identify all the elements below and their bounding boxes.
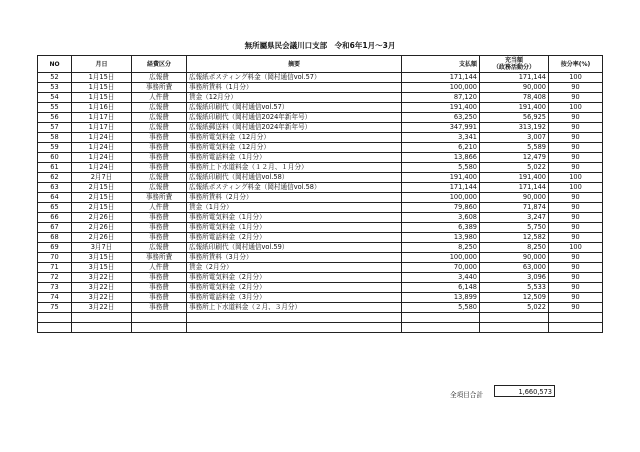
blank-cell (132, 313, 187, 323)
header-no: NO (38, 56, 72, 73)
cell-payment: 3,341 (402, 133, 480, 143)
cell-no: 69 (38, 243, 72, 253)
cell-no: 59 (38, 143, 72, 153)
cell-rate: 90 (549, 203, 603, 213)
cell-rate: 90 (549, 253, 603, 263)
cell-payment: 171,144 (402, 73, 480, 83)
cell-summary: 事務所電気料金（2月分） (187, 273, 402, 283)
table-row (38, 173, 603, 183)
cell-summary: 事務所電気料金（1月分） (187, 213, 402, 223)
cell-date: 3月22日 (72, 303, 132, 313)
cell-category: 広報費 (132, 173, 187, 183)
cell-summary: 事務所上下水道料金（２月、３月分） (187, 303, 402, 313)
cell-allocated: 5,750 (480, 223, 549, 233)
cell-date: 1月24日 (72, 153, 132, 163)
cell-summary: 事務所電話料金（2月分） (187, 233, 402, 243)
cell-rate: 90 (549, 303, 603, 313)
cell-rate: 100 (549, 73, 603, 83)
cell-summary: 事務所電話料金（1月分） (187, 153, 402, 163)
cell-no: 65 (38, 203, 72, 213)
blank-cell (72, 313, 132, 323)
cell-no: 57 (38, 123, 72, 133)
cell-payment: 70,000 (402, 263, 480, 273)
cell-summary: 事務所賃料（3月分） (187, 253, 402, 263)
cell-allocated: 171,144 (480, 183, 549, 193)
cell-allocated: 3,007 (480, 133, 549, 143)
cell-rate: 90 (549, 93, 603, 103)
cell-date: 1月15日 (72, 83, 132, 93)
cell-payment: 8,250 (402, 243, 480, 253)
table-row (38, 203, 603, 213)
cell-rate: 90 (549, 223, 603, 233)
cell-summary: 広報紙郵送料（岡村通信2024年新年号） (187, 123, 402, 133)
cell-no: 61 (38, 163, 72, 173)
cell-date: 3月22日 (72, 293, 132, 303)
cell-rate: 90 (549, 133, 603, 143)
cell-date: 1月24日 (72, 133, 132, 143)
cell-rate: 100 (549, 183, 603, 193)
cell-rate: 90 (549, 283, 603, 293)
table-row (38, 233, 603, 243)
cell-category: 事務費 (132, 273, 187, 283)
cell-date: 1月17日 (72, 113, 132, 123)
cell-no: 55 (38, 103, 72, 113)
table-row (38, 283, 603, 293)
cell-no: 73 (38, 283, 72, 293)
cell-summary: 賃金（2月分） (187, 263, 402, 273)
blank-cell (402, 323, 480, 333)
cell-no: 74 (38, 293, 72, 303)
cell-date: 3月15日 (72, 263, 132, 273)
cell-rate: 90 (549, 233, 603, 243)
cell-summary: 広報紙印刷代（岡村通信2024年新年号） (187, 113, 402, 123)
cell-rate: 90 (549, 263, 603, 273)
table-row (38, 213, 603, 223)
cell-allocated: 5,022 (480, 163, 549, 173)
blank-cell (402, 313, 480, 323)
cell-allocated: 90,000 (480, 83, 549, 93)
cell-no: 70 (38, 253, 72, 263)
cell-category: 広報費 (132, 123, 187, 133)
table-row (38, 123, 603, 133)
blank-cell (38, 313, 72, 323)
cell-payment: 79,860 (402, 203, 480, 213)
cell-rate: 100 (549, 103, 603, 113)
cell-date: 3月22日 (72, 273, 132, 283)
cell-summary: 事務所電気料金（12月分） (187, 133, 402, 143)
table-row (38, 133, 603, 143)
cell-rate: 90 (549, 83, 603, 93)
cell-category: 事務所費 (132, 193, 187, 203)
table-row (38, 93, 603, 103)
cell-rate: 90 (549, 193, 603, 203)
blank-cell (132, 323, 187, 333)
cell-date: 2月26日 (72, 213, 132, 223)
cell-allocated: 5,589 (480, 143, 549, 153)
cell-payment: 191,400 (402, 173, 480, 183)
cell-payment: 5,580 (402, 163, 480, 173)
cell-payment: 100,000 (402, 253, 480, 263)
cell-allocated: 3,247 (480, 213, 549, 223)
table-row (38, 113, 603, 123)
cell-no: 68 (38, 233, 72, 243)
cell-rate: 90 (549, 293, 603, 303)
table-row (38, 83, 603, 93)
cell-summary: 賃金（1月分） (187, 203, 402, 213)
cell-rate: 90 (549, 153, 603, 163)
table-row (38, 73, 603, 83)
cell-date: 2月26日 (72, 233, 132, 243)
cell-no: 52 (38, 73, 72, 83)
cell-allocated: 5,533 (480, 283, 549, 293)
blank-cell (72, 323, 132, 333)
cell-category: 事務費 (132, 233, 187, 243)
cell-allocated: 56,925 (480, 113, 549, 123)
blank-cell (549, 313, 603, 323)
cell-no: 56 (38, 113, 72, 123)
page-title: 無所屬県民会議川口支部 令和6年1月～3月 (244, 41, 396, 50)
cell-payment: 100,000 (402, 83, 480, 93)
cell-summary: 事務所賃料（1月分） (187, 83, 402, 93)
cell-summary: 事務所電気料金（1月分） (187, 223, 402, 233)
blank-row (38, 323, 603, 333)
cell-date: 3月15日 (72, 253, 132, 263)
blank-cell (38, 323, 72, 333)
cell-date: 1月17日 (72, 123, 132, 133)
header-allocated-line2: （政務活動分） (492, 64, 535, 71)
cell-date: 2月15日 (72, 193, 132, 203)
cell-summary: 広報紙印刷代（岡村通信vol.58） (187, 173, 402, 183)
cell-summary: 事務所電気料金（12月分） (187, 143, 402, 153)
cell-summary: 事務所上下水道料金（１２月、１月分） (187, 163, 402, 173)
table-row (38, 103, 603, 113)
table-row (38, 263, 603, 273)
cell-allocated: 191,400 (480, 103, 549, 113)
cell-allocated: 313,192 (480, 123, 549, 133)
cell-category: 事務費 (132, 303, 187, 313)
cell-category: 事務費 (132, 133, 187, 143)
header-allocated-line1: 充当額 (504, 57, 523, 64)
cell-payment: 6,148 (402, 283, 480, 293)
cell-category: 人件費 (132, 203, 187, 213)
table-header-row (38, 56, 603, 73)
cell-allocated: 63,000 (480, 263, 549, 273)
blank-cell (187, 323, 402, 333)
cell-category: 事務費 (132, 223, 187, 233)
table-row (38, 253, 603, 263)
cell-date: 1月24日 (72, 163, 132, 173)
cell-allocated: 78,408 (480, 93, 549, 103)
cell-no: 63 (38, 183, 72, 193)
cell-no: 72 (38, 273, 72, 283)
cell-category: 事務費 (132, 163, 187, 173)
cell-date: 2月15日 (72, 203, 132, 213)
cell-allocated: 12,479 (480, 153, 549, 163)
cell-rate: 90 (549, 123, 603, 133)
cell-allocated: 5,022 (480, 303, 549, 313)
cell-category: 事務所費 (132, 83, 187, 93)
header-payment: 支払額 (402, 56, 480, 73)
cell-payment: 6,389 (402, 223, 480, 233)
cell-no: 54 (38, 93, 72, 103)
blank-cell (187, 313, 402, 323)
cell-allocated: 90,000 (480, 193, 549, 203)
cell-no: 64 (38, 193, 72, 203)
total-label: 全項目合計 (450, 391, 483, 399)
cell-date: 1月15日 (72, 93, 132, 103)
cell-category: 事務費 (132, 283, 187, 293)
cell-summary: 事務所賃料（2月分） (187, 193, 402, 203)
cell-no: 58 (38, 133, 72, 143)
cell-date: 3月7日 (72, 243, 132, 253)
cell-category: 事務費 (132, 143, 187, 153)
cell-date: 2月7日 (72, 173, 132, 183)
cell-allocated: 90,000 (480, 253, 549, 263)
cell-category: 人件費 (132, 263, 187, 273)
cell-category: 事務費 (132, 213, 187, 223)
cell-allocated: 171,144 (480, 73, 549, 83)
cell-summary: 賃金（12月分） (187, 93, 402, 103)
cell-summary: 事務所電気料金（2月分） (187, 283, 402, 293)
cell-date: 2月15日 (72, 183, 132, 193)
header-category: 経費区分 (132, 56, 187, 73)
cell-category: 事務所費 (132, 253, 187, 263)
header-date: 月日 (72, 56, 132, 73)
cell-allocated: 191,400 (480, 173, 549, 183)
cell-no: 71 (38, 263, 72, 273)
cell-category: 広報費 (132, 113, 187, 123)
cell-payment: 191,400 (402, 103, 480, 113)
cell-payment: 63,250 (402, 113, 480, 123)
cell-no: 53 (38, 83, 72, 93)
cell-rate: 90 (549, 273, 603, 283)
table-row (38, 183, 603, 193)
cell-payment: 347,991 (402, 123, 480, 133)
cell-no: 62 (38, 173, 72, 183)
table-row (38, 273, 603, 283)
table-row (38, 143, 603, 153)
cell-payment: 5,580 (402, 303, 480, 313)
cell-payment: 6,210 (402, 143, 480, 153)
cell-allocated: 12,509 (480, 293, 549, 303)
cell-payment: 100,000 (402, 193, 480, 203)
cell-category: 事務費 (132, 153, 187, 163)
blank-cell (480, 323, 549, 333)
cell-allocated: 3,096 (480, 273, 549, 283)
cell-allocated: 8,250 (480, 243, 549, 253)
expense-table (37, 55, 603, 333)
cell-date: 1月16日 (72, 103, 132, 113)
table-row (38, 243, 603, 253)
cell-summary: 事務所電話料金（3月分） (187, 293, 402, 303)
blank-cell (549, 323, 603, 333)
cell-no: 67 (38, 223, 72, 233)
header-rate: 按分率(%) (549, 56, 603, 73)
cell-date: 3月22日 (72, 283, 132, 293)
cell-summary: 広報紙印刷代（岡村通信vol.57） (187, 103, 402, 113)
cell-category: 事務費 (132, 293, 187, 303)
cell-rate: 90 (549, 163, 603, 173)
cell-payment: 13,866 (402, 153, 480, 163)
blank-cell (480, 313, 549, 323)
cell-payment: 87,120 (402, 93, 480, 103)
cell-allocated: 12,582 (480, 233, 549, 243)
cell-allocated: 71,874 (480, 203, 549, 213)
cell-rate: 90 (549, 113, 603, 123)
cell-rate: 90 (549, 213, 603, 223)
cell-payment: 13,980 (402, 233, 480, 243)
cell-summary: 広報紙印刷代（岡村通信vol.59） (187, 243, 402, 253)
cell-rate: 90 (549, 143, 603, 153)
cell-no: 60 (38, 153, 72, 163)
cell-date: 1月24日 (72, 143, 132, 153)
cell-rate: 100 (549, 243, 603, 253)
cell-category: 広報費 (132, 243, 187, 253)
table-row (38, 163, 603, 173)
table-row (38, 153, 603, 163)
table-row (38, 223, 603, 233)
header-summary: 摘要 (187, 56, 402, 73)
cell-summary: 広報紙ポスティング料金（岡村通信vol.58） (187, 183, 402, 193)
cell-category: 広報費 (132, 183, 187, 193)
cell-category: 広報費 (132, 73, 187, 83)
header-allocated (480, 56, 549, 73)
cell-no: 75 (38, 303, 72, 313)
cell-payment: 3,440 (402, 273, 480, 283)
blank-row (38, 313, 603, 323)
cell-payment: 13,899 (402, 293, 480, 303)
table-row (38, 293, 603, 303)
cell-payment: 3,608 (402, 213, 480, 223)
cell-no: 66 (38, 213, 72, 223)
table-row (38, 303, 603, 313)
cell-payment: 171,144 (402, 183, 480, 193)
cell-date: 1月15日 (72, 73, 132, 83)
cell-date: 2月26日 (72, 223, 132, 233)
cell-category: 人件費 (132, 93, 187, 103)
total-value: 1,660,573 (494, 385, 555, 397)
table-row (38, 193, 603, 203)
cell-category: 広報費 (132, 103, 187, 113)
cell-summary: 広報紙ポスティング料金（岡村通信vol.57） (187, 73, 402, 83)
cell-rate: 100 (549, 173, 603, 183)
